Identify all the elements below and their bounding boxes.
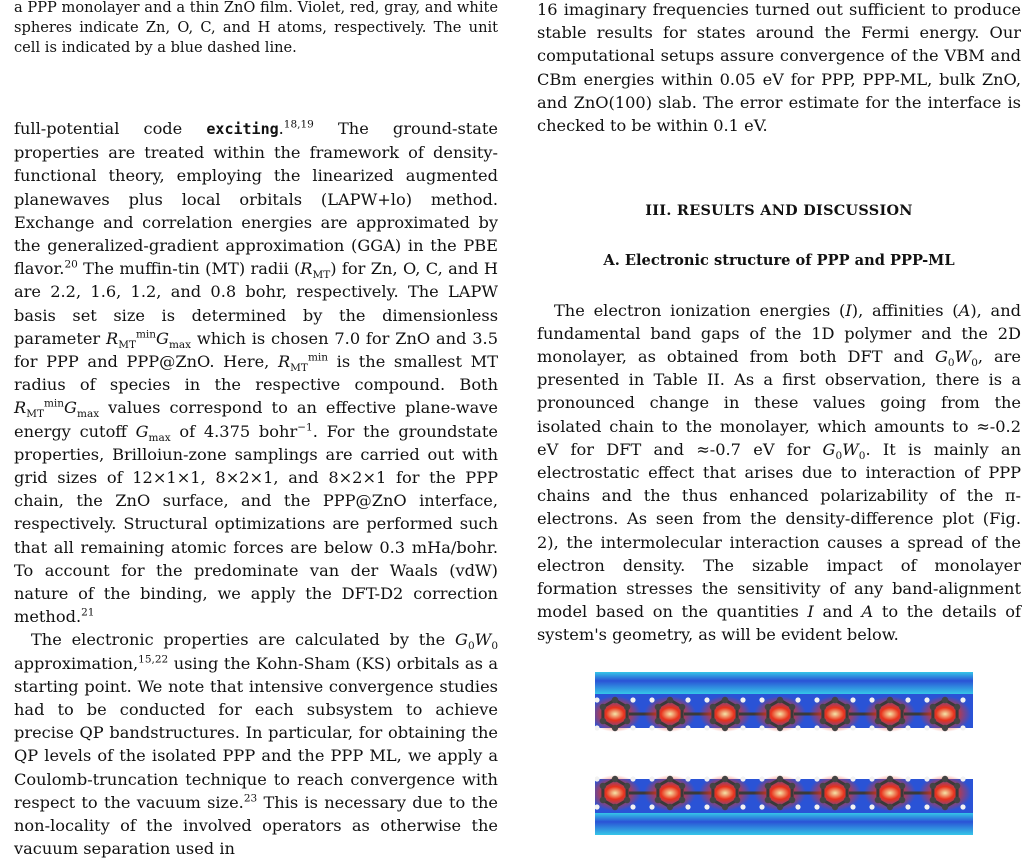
carbon-atom (832, 725, 838, 731)
hydrogen-atom (630, 804, 635, 809)
methods-paragraph-2: The electronic properties are calculated by the $G_0W_0$ approximation,$^{15,22}$ using the Kohn-Sham (KS) orbitals as a starting point. We note that intensive convergence studies had to be conducted for each subsystem to achieve precise QP bandstructures. In particular, for obtaining the QP levels of the isolated PPP and the PPP ML, we apply a Coulomb-truncation technique to reach convergence with respect to the vacuum size.$^{23}$ This is necessary due to the non-locality of the involved operators as otherwise the vacuum separation used in (14, 630, 498, 859)
hydrogen-atom (649, 776, 654, 781)
left-column (14, 0, 498, 861)
carbon-atom (820, 704, 826, 710)
hydrogen-atom (740, 776, 745, 781)
subsection-heading: A. Electronic structure of PPP and PPP-ML (603, 252, 955, 270)
hydrogen-atom (685, 697, 690, 702)
hydrogen-atom (704, 804, 709, 809)
carbon-atom (789, 718, 795, 724)
hydrogen-atom (704, 776, 709, 781)
hydrogen-atom (795, 804, 800, 809)
carbon-atom (710, 783, 716, 789)
hydrogen-atom (850, 776, 855, 781)
carbon-atom (722, 697, 728, 703)
top-band (595, 672, 973, 694)
carbon-atom (942, 776, 948, 782)
hydrogen-atom (850, 697, 855, 702)
hydrogen-atom (795, 776, 800, 781)
hydrogen-atom (905, 804, 910, 809)
carbon-atom (875, 704, 881, 710)
carbon-atom (655, 704, 661, 710)
carbon-atom (734, 783, 740, 789)
carbon-atom (624, 718, 630, 724)
carbon-atom (777, 697, 783, 703)
carbon-atom (600, 783, 606, 789)
hydrogen-atom (740, 804, 745, 809)
carbon-atom (710, 718, 716, 724)
carbon-atom (930, 704, 936, 710)
carbon-atom (832, 804, 838, 810)
hydrogen-atom (905, 697, 910, 702)
hydrogen-atom (924, 697, 929, 702)
figure-1-caption: a PPP monolayer and a thin ZnO film. Violet, red, gray, and white spheres indicate Zn, O, C, and H atoms, respectively. The unit cell is indicated by a blue dashed line. (14, 0, 498, 56)
carbon-atom (710, 797, 716, 803)
hydrogen-atom (649, 804, 654, 809)
carbon-atom (887, 804, 893, 810)
carbon-atom (624, 783, 630, 789)
carbon-atom (655, 783, 661, 789)
carbon-atom (832, 697, 838, 703)
carbon-atom (722, 804, 728, 810)
carbon-atom (887, 776, 893, 782)
hydrogen-atom (850, 725, 855, 730)
hydrogen-atom (685, 725, 690, 730)
carbon-atom (844, 797, 850, 803)
density-difference-figure (595, 672, 973, 835)
hydrogen-atom (630, 776, 635, 781)
methods-paragraph-1: full-potential code exciting.$^{18,19}$ The ground-state properties are treated within the framework of density-functional theory, employing the linearized augmented planewaves plus local orbitals (LAPW+lo) method. Exchange and correlation energies are approximated by the generalized-gradient approximation (GGA) in the PBE flavor.$^{20}$ The muffin-tin (MT) radii $(R_{MT})$ for Zn, O, C, and H are 2.2, 1.6, 1.2, and 0.8 bohr, respectively. The LAPW basis set size is determined by the dimensionless parameter $R_{MT}^{min}G_{max}$ which is chosen 7.0 for ZnO and 3.5 for PPP and PPP@ZnO. Here, $R_{MT}^{min}$ is the smallest MT radius of species in the respective compound. Both $R_{MT}^{min}G_{max}$ values correspond to an effective plane-wave energy cutoff $G_{max}$ of 4.375 bohr$^{-1}$. For the groundstate properties, Brilloiun-zone samplings are carried out with grid sizes of 12×1×1, 8×2×1, and 8×2×1 for the PPP chain, the ZnO surface, and the PPP@ZnO interface, respectively. Structural optimizations are performed such that all remaining atomic forces are below 0.3 mHa/bohr. To account for the predominate van der Waals (vdW) nature of the binding, we apply the DFT-D2 correction method.$^{21}$ (14, 118, 498, 627)
carbon-atom (667, 725, 673, 731)
hydrogen-atom (685, 804, 690, 809)
carbon-atom (832, 776, 838, 782)
carbon-atom (820, 718, 826, 724)
carbon-atom (624, 797, 630, 803)
carbon-atom (667, 804, 673, 810)
hydrogen-atom (960, 697, 965, 702)
hydrogen-atom (649, 725, 654, 730)
carbon-atom (655, 797, 661, 803)
hydrogen-atom (795, 725, 800, 730)
carbon-atom (887, 725, 893, 731)
carbon-atom (789, 704, 795, 710)
bottom-band (595, 813, 973, 835)
carbon-atom (777, 804, 783, 810)
carbon-atom (875, 797, 881, 803)
carbon-atom (930, 718, 936, 724)
carbon-atom (875, 718, 881, 724)
hydrogen-atom (924, 776, 929, 781)
hydrogen-atom (759, 697, 764, 702)
carbon-atom (679, 783, 685, 789)
carbon-atom (887, 697, 893, 703)
carbon-atom (777, 776, 783, 782)
carbon-atom (789, 797, 795, 803)
carbon-atom (722, 776, 728, 782)
carbon-atom (844, 704, 850, 710)
section-heading: III. RESULTS AND DISCUSSION (645, 202, 913, 220)
right-column (537, 0, 1021, 647)
hydrogen-atom (850, 804, 855, 809)
hydrogen-atom (704, 697, 709, 702)
carbon-atom (710, 704, 716, 710)
carbon-atom (600, 797, 606, 803)
carbon-atom (734, 797, 740, 803)
hydrogen-atom (814, 697, 819, 702)
carbon-atom (612, 804, 618, 810)
carbon-atom (820, 783, 826, 789)
carbon-atom (722, 725, 728, 731)
carbon-atom (777, 725, 783, 731)
carbon-atom (899, 797, 905, 803)
carbon-atom (765, 704, 771, 710)
carbon-atom (820, 797, 826, 803)
carbon-atom (875, 783, 881, 789)
carbon-atom (954, 797, 960, 803)
hydrogen-atom (704, 725, 709, 730)
carbon-atom (734, 718, 740, 724)
carbon-atom (612, 697, 618, 703)
hydrogen-atom (740, 697, 745, 702)
hydrogen-atom (924, 804, 929, 809)
hydrogen-atom (869, 776, 874, 781)
carbon-atom (954, 718, 960, 724)
hydrogen-atom (960, 776, 965, 781)
hydrogen-atom (814, 804, 819, 809)
carbon-atom (667, 697, 673, 703)
hydrogen-atom (814, 725, 819, 730)
hydrogen-atom (649, 697, 654, 702)
hydrogen-atom (960, 804, 965, 809)
carbon-atom (600, 704, 606, 710)
carbon-atom (679, 718, 685, 724)
code-name: exciting (206, 120, 279, 138)
carbon-atom (655, 718, 661, 724)
carbon-atom (624, 704, 630, 710)
hydrogen-atom (630, 697, 635, 702)
hydrogen-atom (759, 725, 764, 730)
carbon-atom (667, 776, 673, 782)
hydrogen-atom (795, 697, 800, 702)
hydrogen-atom (905, 776, 910, 781)
carbon-atom (942, 804, 948, 810)
hydrogen-atom (869, 804, 874, 809)
carbon-atom (899, 704, 905, 710)
carbon-atom (600, 718, 606, 724)
carbon-atom (954, 704, 960, 710)
hydrogen-atom (759, 776, 764, 781)
carbon-atom (942, 697, 948, 703)
carbon-atom (679, 797, 685, 803)
carbon-atom (765, 783, 771, 789)
carbon-atom (899, 718, 905, 724)
carbon-atom (612, 725, 618, 731)
results-paragraph-1: The electron ionization energies (I), affinities (A), and fundamental band gaps of the 1D polymer and the 2D monolayer, as obtained from both DFT and $G_0W_0$, are presented in Table II. As a first observation, there is a pronounced change in these values going from the isolated chain to the monolayer, which amounts to ≈-0.2 eV for DFT and ≈-0.7 eV for $G_0W_0$. It is mainly an electrostatic effect that arises due to interaction of PPP chains and the thus enhanced polarizability of the π-electrons. As seen from the density-difference plot (Fig. 2), the intermolecular interaction causes a spread of the electron density. The sizable impact of monolayer formation stresses the sensitivity of any band-alignment model based on the quantities I and A to the details of system's geometry, as will be evident below. (537, 300, 1021, 645)
carbon-atom (942, 725, 948, 731)
carbon-atom (612, 776, 618, 782)
hydrogen-atom (685, 776, 690, 781)
carbon-atom (844, 718, 850, 724)
carbon-atom (844, 783, 850, 789)
carbon-atom (954, 783, 960, 789)
carbon-atom (789, 783, 795, 789)
carbon-atom (734, 704, 740, 710)
carbon-atom (930, 797, 936, 803)
hydrogen-atom (869, 725, 874, 730)
carbon-atom (930, 783, 936, 789)
carbon-atom (899, 783, 905, 789)
hydrogen-atom (905, 725, 910, 730)
hydrogen-atom (814, 776, 819, 781)
hydrogen-atom (759, 804, 764, 809)
hydrogen-atom (924, 725, 929, 730)
hydrogen-atom (869, 697, 874, 702)
hydrogen-atom (740, 725, 745, 730)
convergence-paragraph: 16 imaginary frequencies turned out sufficient to produce stable results for states around the Fermi energy. Our computational setups assure convergence of the VBM and CBm energies within 0.05 eV for PPP, PPP-ML, bulk ZnO, and ZnO(100) slab. The error estimate for the interface is checked to be within 0.1 eV. (537, 0, 1021, 136)
central-strip (595, 728, 973, 779)
carbon-atom (679, 704, 685, 710)
hydrogen-atom (630, 725, 635, 730)
carbon-atom (765, 718, 771, 724)
carbon-atom (765, 797, 771, 803)
hydrogen-atom (960, 725, 965, 730)
